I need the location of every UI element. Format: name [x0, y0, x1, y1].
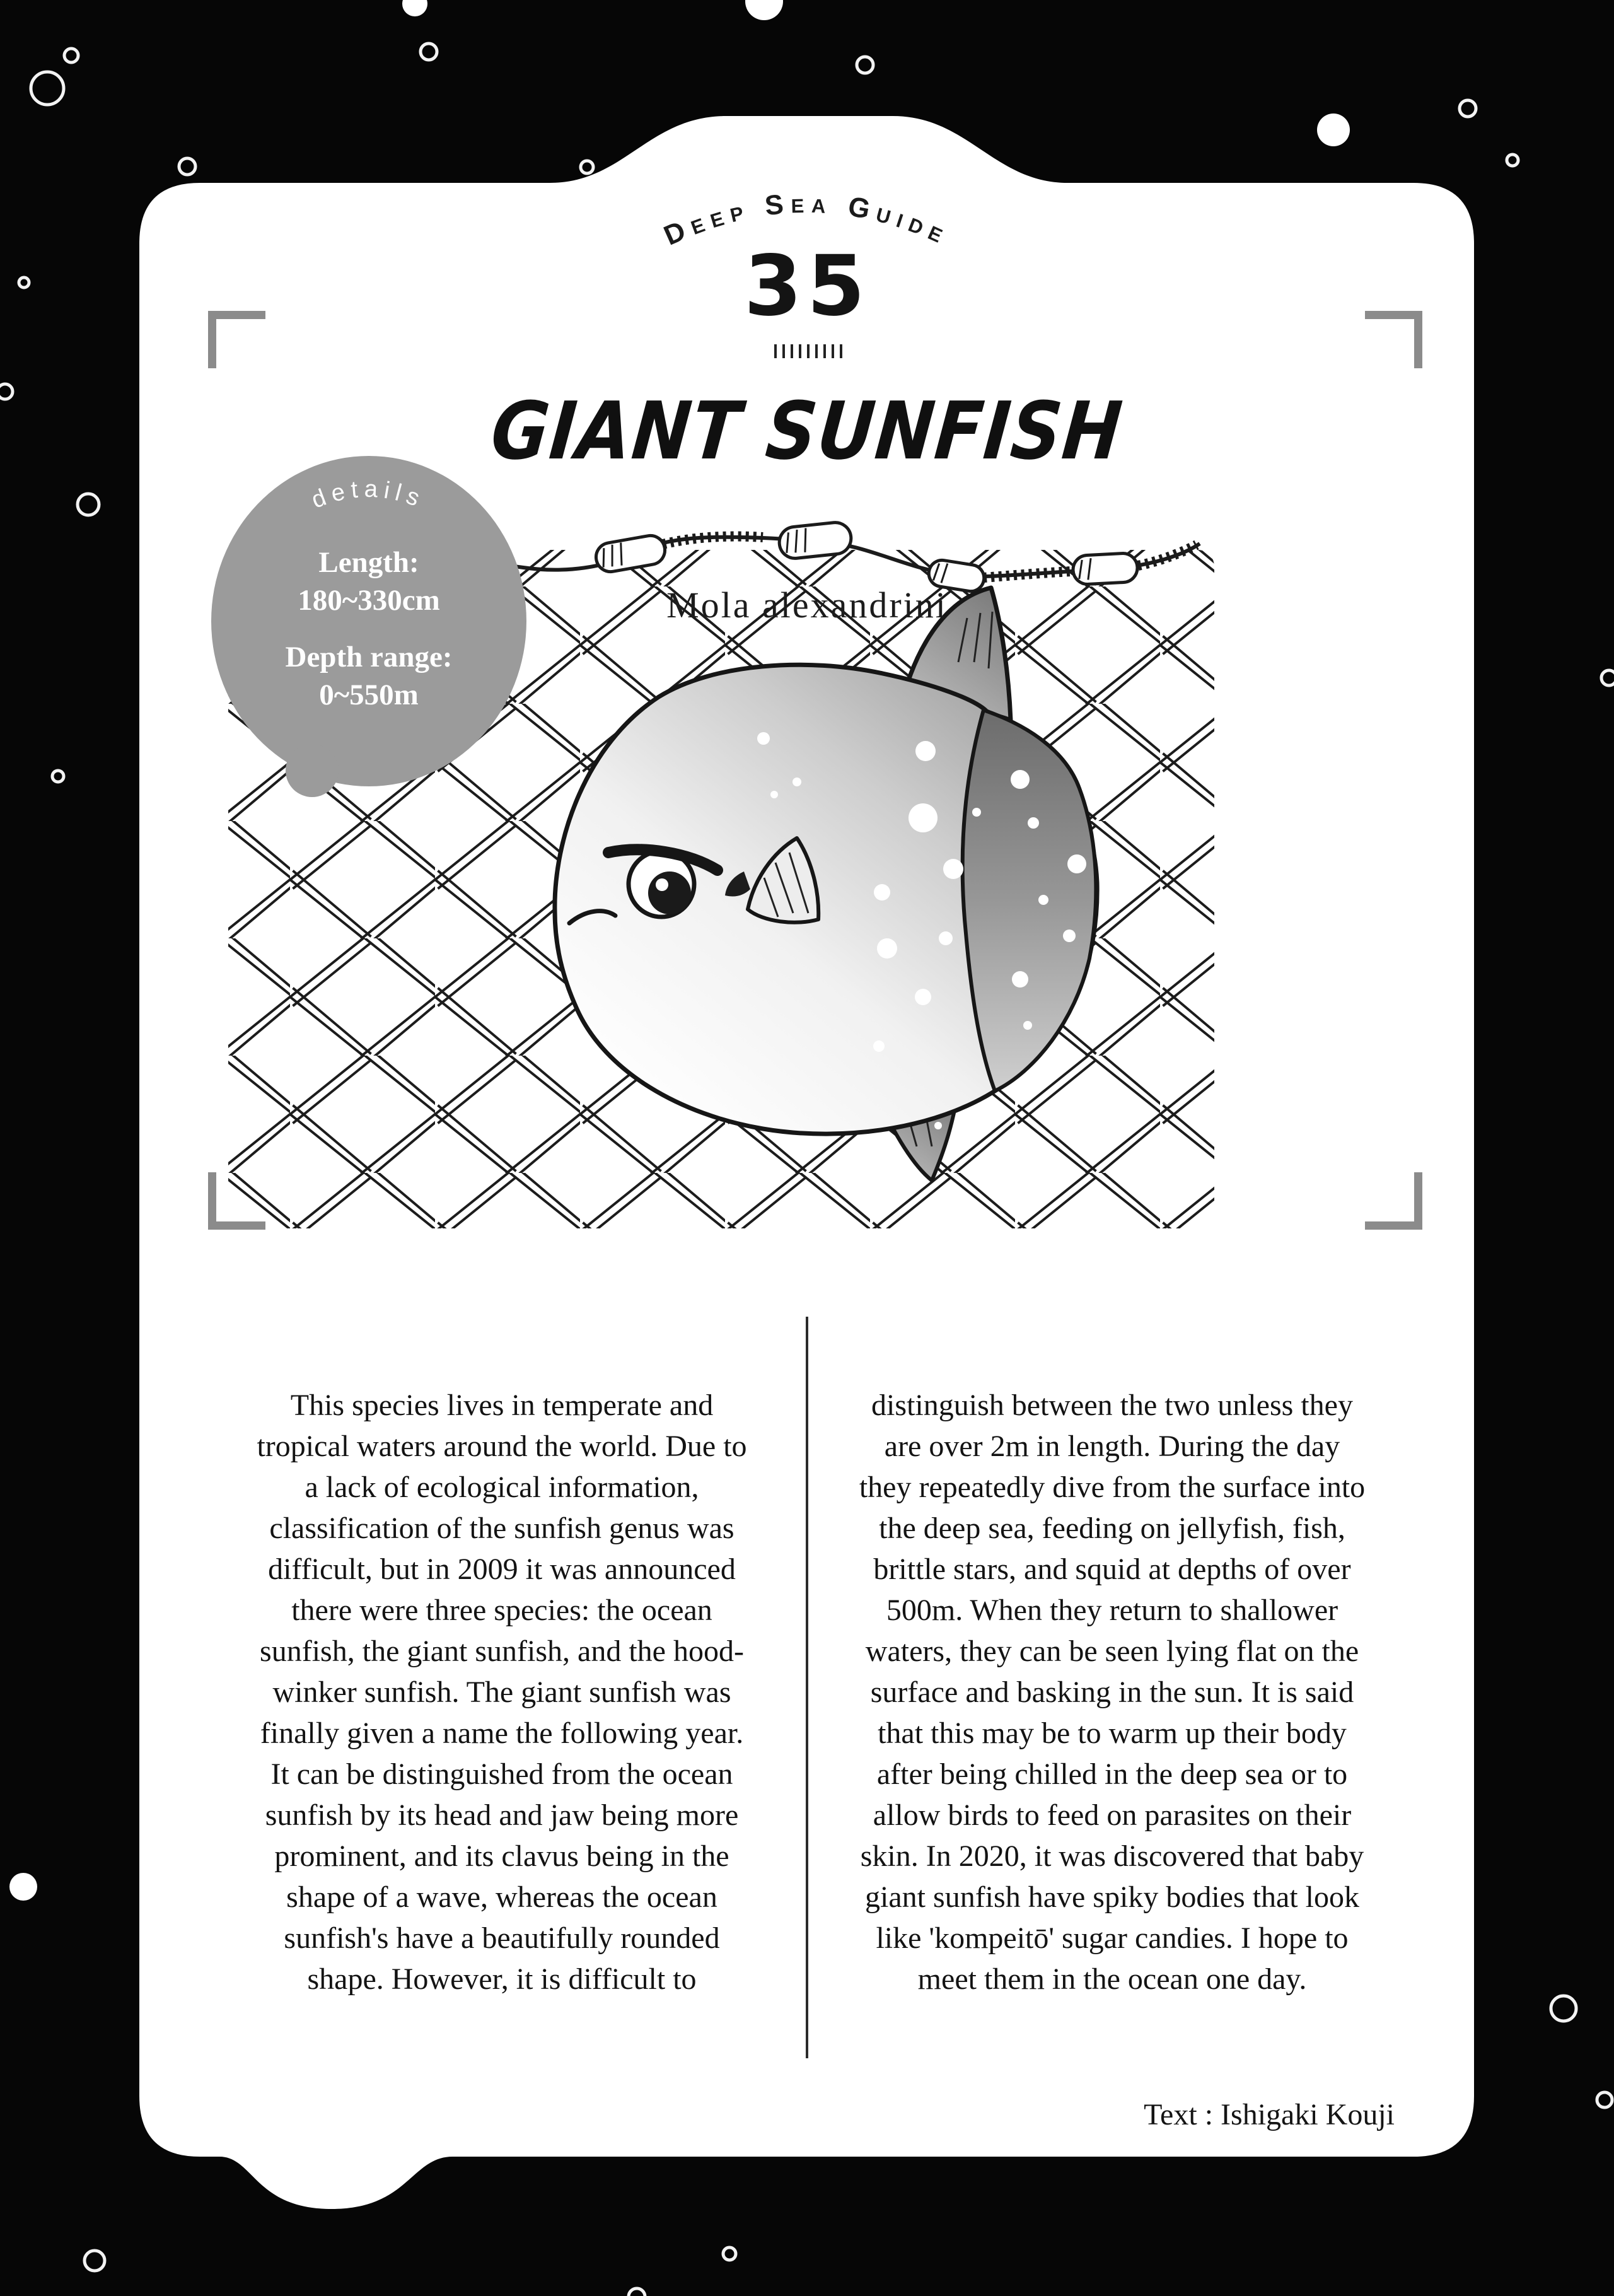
author-credit: Text : Ishigaki Kouji — [1144, 2098, 1395, 2131]
article-column-left: This species lives in temperate and tropical waters around the world. Due to a lack of ecological information, classification of the sunfish genus was difficult, but in 2009 it was announced there were three species: the ocean sunfish, the giant sunfish, and the hood- winker sunfish. The giant sunfish was finally given a name the following year. It can be distinguished from the ocean sunfish by its head and jaw being more prominent, and its clavus being in the shape of a wave, whereas the ocean sunfish's have a beautifully rounded shape. However, it is difficult to — [257, 1389, 747, 1996]
frame-bracket-top-left — [208, 311, 265, 368]
length-value: 180~330cm — [298, 584, 440, 617]
depth-value: 0~550m — [319, 679, 419, 711]
column-divider — [806, 1317, 808, 2058]
details-length — [218, 544, 520, 619]
length-label: Length: — [318, 546, 419, 579]
series-title-arc: Deep Sea Guide — [659, 187, 955, 252]
frame-bracket-bottom-right — [1365, 1172, 1422, 1230]
page-title: GIANT SUNFISH — [487, 385, 1127, 477]
tick-marks — [774, 344, 845, 358]
depth-label: Depth range: — [285, 641, 453, 673]
details-bubble-label: details — [308, 475, 429, 514]
issue-number: 35 — [744, 238, 870, 335]
article-column-right: distinguish between the two unless they are over 2m in length. During the day they repeatedly dive from the surface into the deep sea, feeding on jellyfish, fish, brittle stars, and squid at depths of over 500m. When they return to shallower waters, they can be seen lying flat on the surface and basking in the sun. It is said that this may be to warm up their body after being chilled in the deep sea or to allow birds to feed on parasites on their skin. In 2020, it was discovered that baby giant sunfish have spiky bodies that look like 'kompeitō' sugar candies. I hope to meet them in the ocean one day. — [859, 1389, 1366, 1996]
details-depth — [218, 638, 520, 714]
frame-bracket-top-right — [1365, 311, 1422, 368]
frame-bracket-bottom-left — [208, 1172, 265, 1230]
scientific-name: Mola alexandrini — [666, 585, 948, 626]
